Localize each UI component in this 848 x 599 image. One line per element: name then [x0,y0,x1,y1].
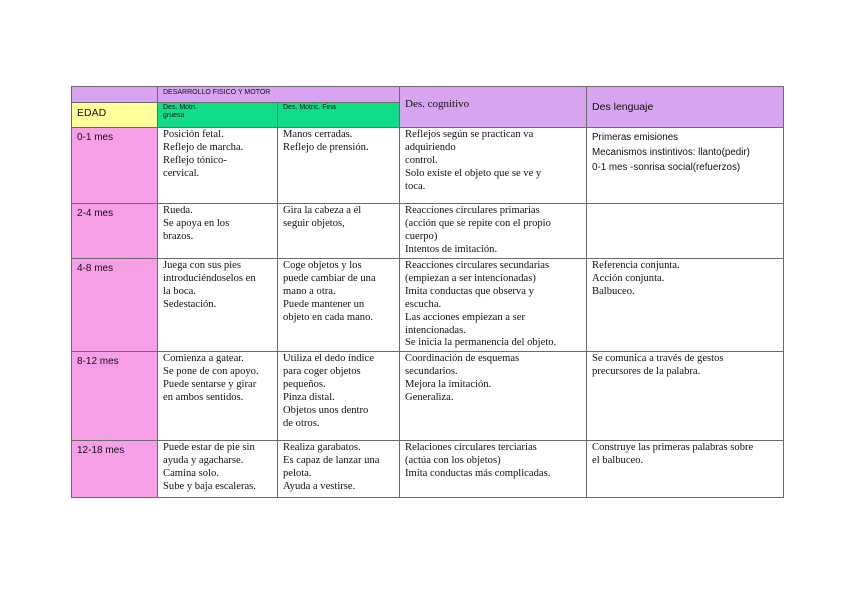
cognitivo-cell: Relaciones circulares terciarias (actúa con los objetos) Imita conductas más complicadas. [400,441,587,498]
lenguaje-cell: Referencia conjunta. Acción conjunta. Balbuceo. [587,259,784,352]
cognitivo-cell: Reacciones circulares primarias (acción que se repite con el propio cuerpo) Intentos de imitación. [400,204,587,259]
table-row [72,128,784,204]
header-edad: EDAD [72,103,158,128]
lenguaje-cell: Primeras emisiones Mecanismos instintivos: llanto(pedir) 0-1 mes -sonrisa social(refuerzos) [587,128,784,204]
fina-cell: Realiza garabatos. Es capaz de lanzar una pelota. Ayuda a vestirse. [278,441,400,498]
age-cell: 8-12 mes [72,352,158,441]
gruesa-cell: Rueda. Se apoya en los brazos. [158,204,278,259]
gruesa-cell: Juega con sus pies introduciéndoselos en la boca. Sedestación. [158,259,278,352]
header-desarrollo-fisico-motor: DESARROLLO FISICO Y MOTOR [158,87,400,103]
cognitivo-cell: Coordinación de esquemas secundarios. Mejora la imitación. Generaliza. [400,352,587,441]
table-row [72,441,784,498]
header-des-motri-gruesa: Des. Motri. gruesa [158,103,278,128]
fina-cell: Coge objetos y los puede cambiar de una mano a otra. Puede mantener un objeto en cada mano. [278,259,400,352]
fina-cell: Gira la cabeza a él seguir objetos, [278,204,400,259]
table-row [72,259,784,352]
fina-cell: Utiliza el dedo índice para coger objetos pequeños. Pinza distal. Objetos unos dentro de otros. [278,352,400,441]
header-des-cognitivo: Des. cognitivo [400,87,587,128]
lenguaje-cell [587,204,784,259]
lenguaje-cell: Construye las primeras palabras sobre el balbuceo. [587,441,784,498]
cognitivo-cell: Reacciones circulares secundarias (empiezan a ser intencionadas) Imita conductas que observa y escucha. Las acciones empiezan a ser intencionadas. Se inicia la permanencia del objeto. [400,259,587,352]
header-empty-cell [72,87,158,103]
gruesa-cell: Posición fetal. Reflejo de marcha. Reflejo tónico- cervical. [158,128,278,204]
age-cell: 4-8 mes [72,259,158,352]
age-cell: 2-4 mes [72,204,158,259]
age-cell: 0-1 mes [72,128,158,204]
cognitivo-cell: Reflejos según se practican va adquiriendo control. Solo existe el objeto que se ve y toca. [400,128,587,204]
header-des-lenguaje: Des lenguaje [587,87,784,128]
development-table [71,86,784,498]
header-des-motric-fina: Des. Motric. Fina [278,103,400,128]
age-cell: 12-18 mes [72,441,158,498]
table-row [72,352,784,441]
table-row [72,204,784,259]
fina-cell: Manos cerradas. Reflejo de prensión. [278,128,400,204]
gruesa-cell: Comienza a gatear. Se pone de con apoyo. Puede sentarse y girar en ambos sentidos. [158,352,278,441]
gruesa-cell: Puede estar de pie sin ayuda y agacharse. Camina solo. Sube y baja escaleras. [158,441,278,498]
lenguaje-cell: Se comunica a través de gestos precursores de la palabra. [587,352,784,441]
